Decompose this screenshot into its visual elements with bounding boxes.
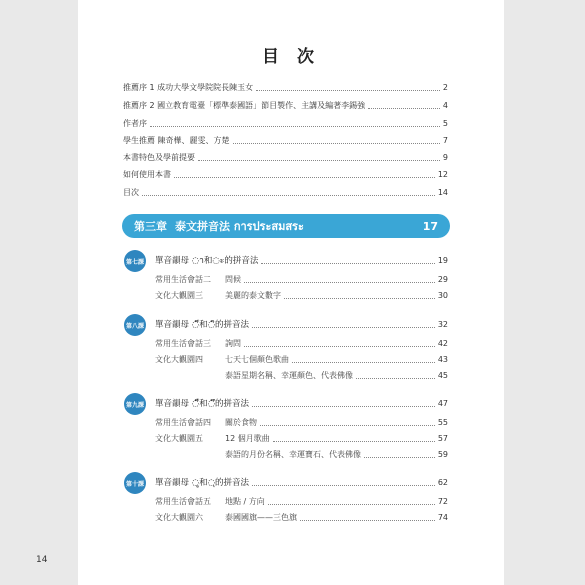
leader-dots [300, 520, 435, 521]
toc-entry-page: 7 [442, 136, 448, 145]
leader-dots [256, 90, 440, 91]
sub-entry-page: 43 [437, 355, 448, 364]
page-number: 14 [36, 555, 48, 565]
sub-entry[interactable] [155, 369, 448, 383]
sub-entry-label: 文化大觀園六 [155, 513, 203, 522]
toc-entry-page: 5 [442, 119, 448, 128]
lesson-entry-label: 單音韻母 ◌า和◌ะ的拼音法 [155, 256, 259, 266]
leader-dots [198, 160, 440, 161]
sub-entry[interactable] [155, 273, 448, 287]
leader-dots [244, 282, 435, 283]
chapter-page: 17 [422, 219, 438, 233]
sub-entry-label: 常用生活會話二 [155, 275, 211, 284]
chapter-heading[interactable] [122, 214, 450, 238]
leader-dots [284, 298, 435, 299]
sub-entry-detail: 12 個月歌曲 [225, 434, 270, 443]
sub-entry[interactable] [155, 448, 448, 462]
leader-dots [292, 362, 435, 363]
leader-dots [356, 378, 435, 379]
sub-entry-detail: 七天七個顏色歌曲 [225, 355, 289, 364]
sub-entry-detail: 地點 / 方向 [225, 497, 265, 506]
lesson-entry[interactable] [155, 397, 448, 411]
lesson-entry-page: 32 [437, 320, 448, 329]
sub-entry[interactable] [155, 337, 448, 351]
sub-entry-label: 文化大觀園三 [155, 291, 203, 300]
toc-entry[interactable] [123, 168, 448, 182]
lesson-entry-label: 單音韻母 ◌ี和◌ิ的拼音法 [155, 320, 250, 330]
toc-entry-label: 推薦序 1 成功大學文學院院長陳玉女 [123, 83, 254, 92]
sub-entry-page: 29 [437, 275, 448, 284]
lesson-entry-label: 單音韻母 ◌ื和◌ึ的拼音法 [155, 399, 250, 409]
sub-entry-page: 57 [437, 434, 448, 443]
toc-entry-label: 目次 [123, 188, 139, 197]
toc-entry-label: 本書特色及學前提要 [123, 153, 195, 162]
leader-dots [150, 126, 440, 127]
lesson-entry[interactable] [155, 476, 448, 490]
toc-entry-page: 9 [442, 153, 448, 162]
leader-dots [252, 406, 435, 407]
lesson-entry[interactable] [155, 254, 448, 268]
sub-entry-label: 常用生活會話五 [155, 497, 211, 506]
page-title: 目 次 [262, 47, 320, 67]
toc-entry-label: 學生推薦 陳奇樺、麗雯、方楚 [123, 136, 230, 145]
sub-entry[interactable] [155, 495, 448, 509]
leader-dots [174, 177, 435, 178]
lesson-entry-page: 62 [437, 478, 448, 487]
toc-entry-page: 4 [442, 101, 448, 110]
lesson-entry[interactable] [155, 318, 448, 332]
toc-entry[interactable] [123, 99, 448, 113]
sub-entry-detail: 詢問 [225, 339, 241, 348]
sub-entry-detail: 關於食物 [225, 418, 257, 427]
leader-dots [364, 457, 435, 458]
lesson-entry-label: 單音韻母 ◌ู和◌ุ的拼音法 [155, 478, 250, 488]
toc-entry[interactable] [123, 117, 448, 131]
sub-entry[interactable] [155, 432, 448, 446]
toc-entry[interactable] [123, 186, 448, 200]
leader-dots [252, 327, 435, 328]
sub-entry-page: 55 [437, 418, 448, 427]
sub-entry-page: 59 [437, 450, 448, 459]
leader-dots [368, 108, 440, 109]
toc-entry-label: 作者序 [123, 119, 147, 128]
sub-entry-label: 文化大觀園五 [155, 434, 203, 443]
sub-entry-label: 文化大觀園四 [155, 355, 203, 364]
sub-entry-page: 74 [437, 513, 448, 522]
sub-entry-detail: 泰國國旗——三色旗 [225, 513, 297, 522]
leader-dots [252, 485, 435, 486]
leader-dots [260, 425, 435, 426]
sub-entry-label: 常用生活會話四 [155, 418, 211, 427]
toc-entry-page: 2 [442, 83, 448, 92]
sub-entry-page: 72 [437, 497, 448, 506]
chapter-label: 第三章 [134, 220, 167, 233]
sub-entry-page: 30 [437, 291, 448, 300]
sub-entry[interactable] [155, 353, 448, 367]
sub-entry[interactable] [155, 289, 448, 303]
sub-entry[interactable] [155, 416, 448, 430]
leader-dots [142, 195, 435, 196]
leader-dots [233, 143, 440, 144]
toc-entry[interactable] [123, 81, 448, 95]
toc-entry-page: 12 [437, 170, 448, 179]
sub-entry-detail: 美麗的泰文數字 [225, 291, 281, 300]
sub-entry-detail: 泰語星期名稱、幸運顏色、代表佛像 [225, 371, 353, 380]
toc-entry[interactable] [123, 151, 448, 165]
lesson-badge: 第八課 [124, 314, 146, 336]
lesson-entry-page: 47 [437, 399, 448, 408]
sub-entry[interactable] [155, 511, 448, 525]
lesson-badge: 第七課 [124, 250, 146, 272]
toc-entry[interactable] [123, 134, 448, 148]
leader-dots [261, 263, 434, 264]
chapter-title: 泰文拼音法 การประสมสระ [175, 220, 304, 233]
sub-entry-detail: 問候 [225, 275, 241, 284]
leader-dots [268, 504, 435, 505]
lesson-entry-page: 19 [437, 256, 448, 265]
toc-entry-label: 如何使用本書 [123, 170, 171, 179]
lesson-badge: 第十課 [124, 472, 146, 494]
lesson-badge: 第九課 [124, 393, 146, 415]
toc-entry-label: 推薦序 2 國立教育電臺「標準泰國語」節目製作、主講及編著李錫強 [123, 101, 366, 110]
leader-dots [273, 441, 435, 442]
sub-entry-label: 常用生活會話三 [155, 339, 211, 348]
sub-entry-page: 42 [437, 339, 448, 348]
leader-dots [244, 346, 435, 347]
sub-entry-detail: 泰語的月份名稱、幸運寶石、代表佛像 [225, 450, 361, 459]
toc-entry-page: 14 [437, 188, 448, 197]
sub-entry-page: 45 [437, 371, 448, 380]
